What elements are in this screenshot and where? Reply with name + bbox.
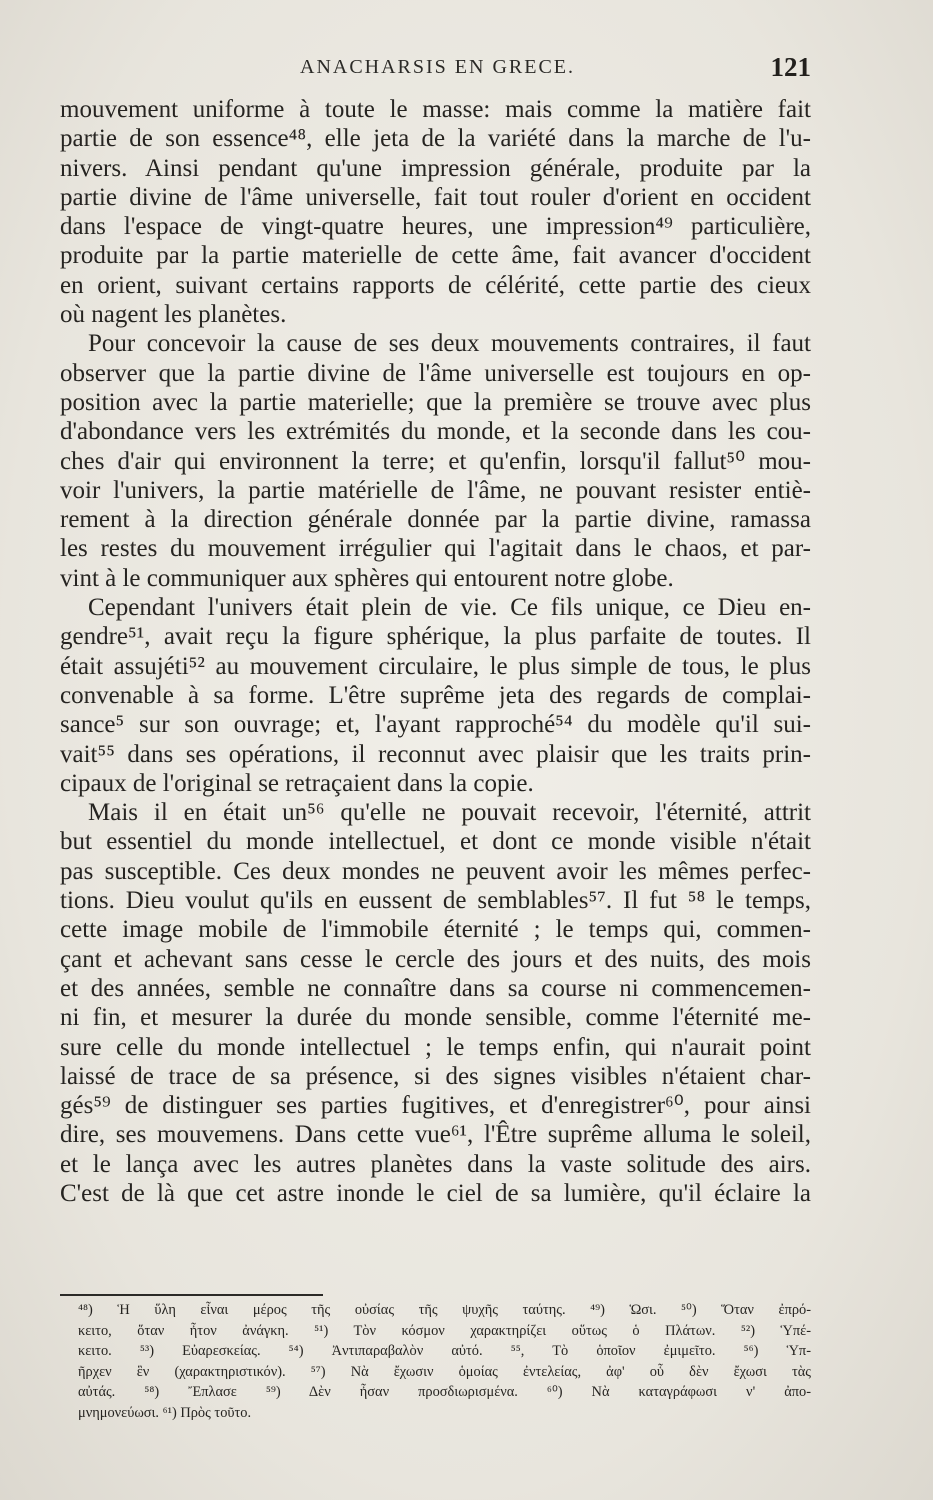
footnote-rule [60, 1294, 323, 1296]
text-line: convenable à sa forme. L'être suprême jeta des regards de complai- [60, 681, 811, 709]
text-line: gés⁵⁹ de distinguer ses parties fugitives, et d'enregistrer⁶⁰, pour ainsi [60, 1092, 811, 1120]
footnote-line: μνημονεύωσι. ⁶¹) Πρὸς τοῦτο. [78, 1404, 252, 1421]
text-line: observer que la partie divine de l'âme universelle est toujours en op- [60, 359, 811, 387]
text-line: but essentiel du monde intellectuel, et dont ce monde visible n'était [60, 828, 811, 856]
text-line: les restes du mouvement irrégulier qui l'agitait dans le chaos, et par- [60, 535, 811, 563]
text-line: d'abondance vers les extrémités du monde, et la seconde dans les cou- [60, 418, 811, 446]
text-line: produite par la partie materielle de cette âme, fait avancer d'occident [60, 242, 811, 270]
text-line: cette image mobile de l'immobile éternité ; le temps qui, commen- [60, 916, 811, 944]
footnotes [78, 1300, 811, 1424]
footnote-line: αὐτάς. ⁵⁸) Ἔπλασε ⁵⁹) Δὲν ἦσαν προσδιωρισμένα. ⁶⁰) Νὰ καταγράφωσι ν' ἀπο- [78, 1384, 811, 1401]
text-line: dans l'espace de vingt-quatre heures, une impression⁴⁹ particulière, [60, 213, 811, 241]
text-line: sure celle du monde intellectuel ; le temps enfin, qui n'aurait point [60, 1033, 811, 1061]
text-line: laissé de trace de sa présence, si des signes visibles n'étaient char- [60, 1062, 811, 1090]
text-line: ches d'air qui environnent la terre; et qu'enfin, lorsqu'il fallut⁵⁰ mou- [60, 447, 811, 475]
text-line: partie divine de l'âme universelle, fait tout rouler d'orient en occident [60, 183, 811, 211]
text-line: tions. Dieu voulut qu'ils en eussent de semblables⁵⁷. Il fut ⁵⁸ le temps, [60, 887, 811, 915]
footnote-line: κειτο. ⁵³) Εὐαρεσκείας. ⁵⁴) Ἀντιπαραβαλὸν αὐτό. ⁵⁵, Τὸ ὁποῖον ἐμιμεῖτο. ⁵⁶) Ὑπ- [78, 1343, 811, 1360]
text-line: ni fin, et mesurer la durée du monde sensible, comme l'éternité me- [60, 1004, 811, 1032]
main-text [60, 95, 811, 1208]
text-line: voir l'univers, la partie matérielle de l'âme, ne pouvant resister entiè- [60, 476, 811, 504]
footnote-line: κειτο, ὅταν ἦτον ἀνάγκη. ⁵¹) Τὸν κόσμον χαρακτηρίζει οὕτως ὁ Πλάτων. ⁵²) Ὑπέ- [78, 1322, 811, 1339]
footnote-line: ῆρχεν ἓν (χαρακτηριστικόν). ⁵⁷) Νὰ ἔχωσιν ὁμοίας ἐντελείας, ἀφ' οὗ δὲν ἔχωσι τὰς [78, 1363, 811, 1380]
text-line: çant et achevant sans cesse le cercle des jours et des nuits, des mois [60, 945, 811, 973]
text-line: sance⁵ sur son ouvrage; et, l'ayant rapproché⁵⁴ du modèle qu'il sui- [60, 711, 811, 739]
text-line: partie de son essence⁴⁸, elle jeta de la variété dans la marche de l'u- [60, 125, 811, 153]
text-line: vint à le communiquer aux sphères qui entourent notre globe. [60, 564, 674, 592]
text-line: dire, ses mouvemens. Dans cette vue⁶¹, l'Être suprême alluma le soleil, [60, 1121, 811, 1149]
text-line: et le lança avec les autres planètes dans la vaste solitude des airs. [60, 1150, 811, 1178]
footnote-line: ⁴⁸) Ἡ ὕλη εἶναι μέρος τῆς οὐσίας τῆς ψυχῆς ταύτης. ⁴⁹) Ὡσι. ⁵⁰) Ὅταν ἐπρό- [78, 1302, 811, 1318]
text-line: gendre⁵¹, avait reçu la figure sphérique, la plus parfaite de toutes. Il [60, 623, 811, 651]
text-line: où nagent les planètes. [60, 301, 287, 329]
text-line: rement à la direction générale donnée par la partie divine, ramassa [60, 506, 811, 534]
text-line: pas susceptible. Ces deux mondes ne peuvent avoir les mêmes perfec- [60, 857, 811, 885]
running-title: ANACHARSIS EN GRECE. [300, 56, 576, 78]
text-line: position avec la partie materielle; que la première se trouve avec plus [60, 388, 811, 416]
text-line: nivers. Ainsi pendant qu'une impression générale, produite par la [60, 154, 811, 182]
text-line: en orient, suivant certains rapports de célérité, cette partie des cieux [60, 271, 811, 299]
text-line: Mais il en était un⁵⁶ qu'elle ne pouvait recevoir, l'éternité, attrit [88, 799, 811, 827]
text-line: vait⁵⁵ dans ses opérations, il reconnut avec plaisir que les traits prin- [60, 740, 811, 768]
text-line: cipaux de l'original se retraçaient dans la copie. [60, 769, 534, 797]
text-line: Pour concevoir la cause de ses deux mouvements contraires, il faut [88, 330, 811, 358]
text-line: mouvement uniforme à toute le masse: mais comme la matière fait [60, 96, 811, 123]
text-line: et des années, semble ne connaître dans sa course ni commencemen- [60, 974, 811, 1002]
text-line: Cependant l'univers était plein de vie. Ce fils unique, ce Dieu en- [88, 594, 811, 622]
text-line: C'est de là que cet astre inonde le ciel de sa lumière, qu'il éclaire la [60, 1179, 811, 1207]
text-line: était assujéti⁵² au mouvement circulaire, le plus simple de tous, le plus [60, 652, 811, 680]
page-number: 121 [770, 52, 811, 82]
